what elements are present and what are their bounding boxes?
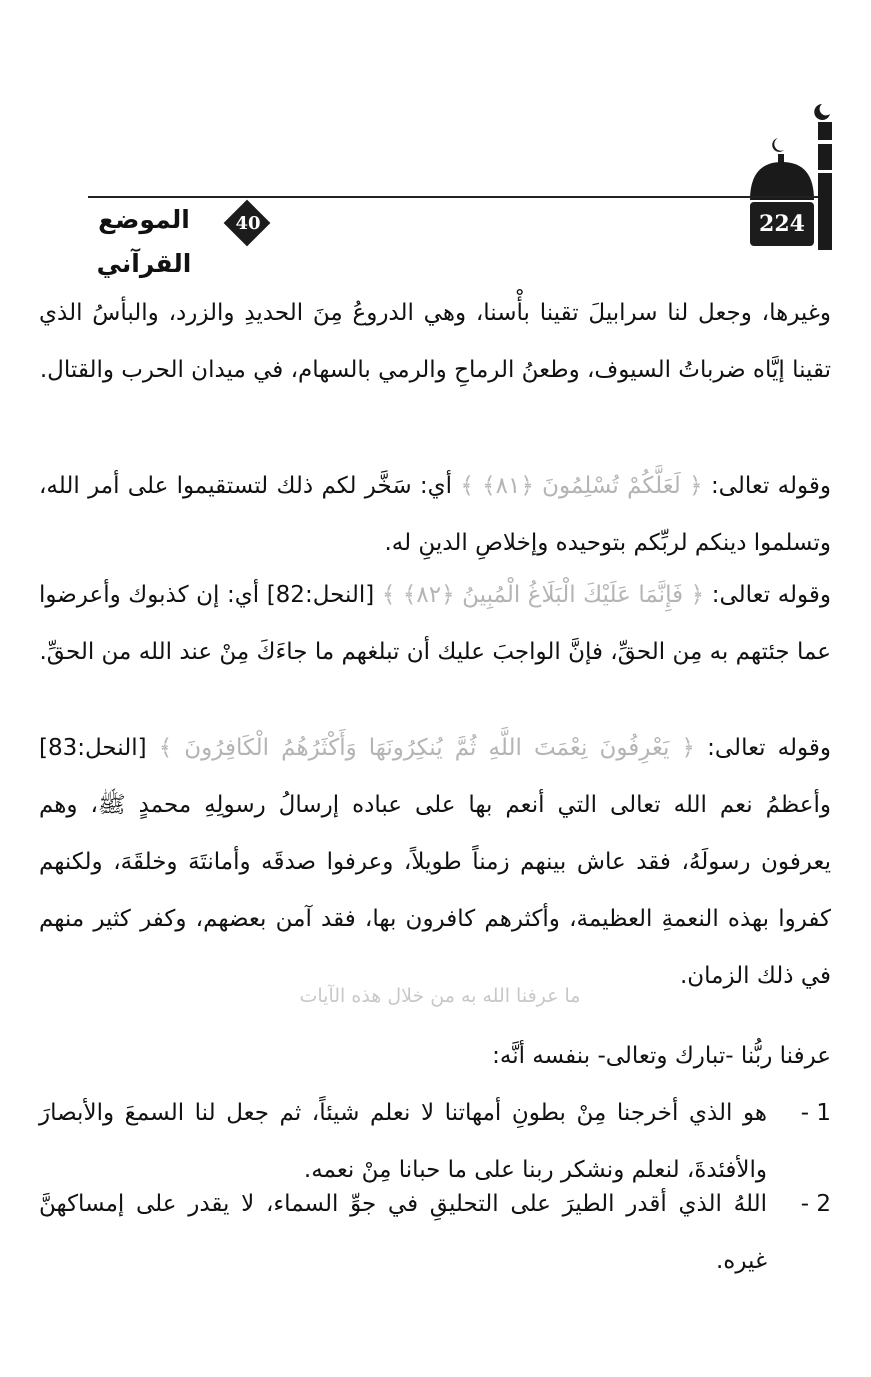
quran-verse: ﴿ فَإِنَّمَا عَلَيْكَ الْبَلَاغُ الْمُبِينُ ﴿٨٢﴾ ﴾ [381,582,705,608]
quote-lead: وقوله تعالى: [710,473,832,499]
quran-verse: ﴿ يَعْرِفُونَ نِعْمَتَ اللَّهِ ثُمَّ يُنكِرُونَهَا وَأَكْثَرُهُمُ الْكَافِرُونَ ﴾ [158,735,696,761]
quran-verse: ﴿ لَعَلَّكُمْ تُسْلِمُونَ ﴿٨١﴾ ﴾ [460,473,703,499]
intro-line: عرفنا ربُّنا -تبارك وتعالى- بنفسه أنَّه: [492,1043,831,1069]
quote-explanation: أي: سَخَّر لكم ذلك لتستقيموا على أمر الله، وتسلموا دينكم لربِّكم بتوحيده وإخلاصِ الدينِ له. [39,473,831,556]
list-item-text: هو الذي أخرجنا مِنْ بطونِ أمهاتنا لا نعلم شيئاً، ثم جعل لنا السمعَ والأبصارَ والأفئدةَ، لنعلم ونشكر ربنا على ما حبانا مِنْ نعمه. [39,1100,767,1183]
section-number: 40 [235,212,261,234]
quote-paragraph [39,458,831,572]
paragraph: وغيرها، وجعل لنا سرابيلَ تقينا بأْسنا، وهي الدروعُ مِنَ الحديدِ والزرد، والبأسُ الذي تقينا إيَّاه ضرباتُ السيوف، وطعنُ الرماحِ والرمي بالسهام، في ميدان الحرب والقتال. [39,300,831,383]
faded-heading: ما عرفنا الله به من خلال هذه الآيات [299,985,581,1007]
quote-paragraph [39,720,831,1005]
quote-explanation: وأعظمُ نعم الله تعالى التي أنعم بها على عباده إرسالُ رسولِهِ محمدٍ ﷺ، وهم يعرفون رسولَهُ، فقد عاش بينهم زمناً طويلاً، وعرفوا صدقَه وأمانتَهَ وخلقَهَ، ولكنهم كفروا بهذه النعمةِ العظيمة، وأكثرهم كافرون بها، فقد آمن بعضهم، وكفر كثير منهم في ذلك الزمان. [39,792,831,989]
list-item-text: اللهُ الذي أقدر الطيرَ على التحليقِ في جوِّ السماء، لا يقدر على إمساكهنَّ غيره. [39,1191,767,1274]
list-item-number: 2 - [800,1191,831,1217]
verse-reference: [النحل:82] [266,582,375,608]
page-number: 224 [750,202,814,246]
quote-paragraph [39,567,831,681]
verse-reference: [النحل:83] [39,735,147,761]
section-title: الموضع القرآني [96,205,192,278]
list-item-number: 1 - [800,1100,831,1126]
section-number-badge [214,198,282,248]
list-item [39,1176,831,1290]
quote-lead: وقوله تعالى: [707,735,831,761]
quote-lead: وقوله تعالى: [711,582,832,608]
quote-explanation: أي: إن كذبوك وأعرضوا عما جئتهم به مِن الحقِّ، فإنَّ الواجبَ عليك أن تبلغهم ما جاءَكَ مِنْ عند الله من الحقِّ. [39,582,831,665]
